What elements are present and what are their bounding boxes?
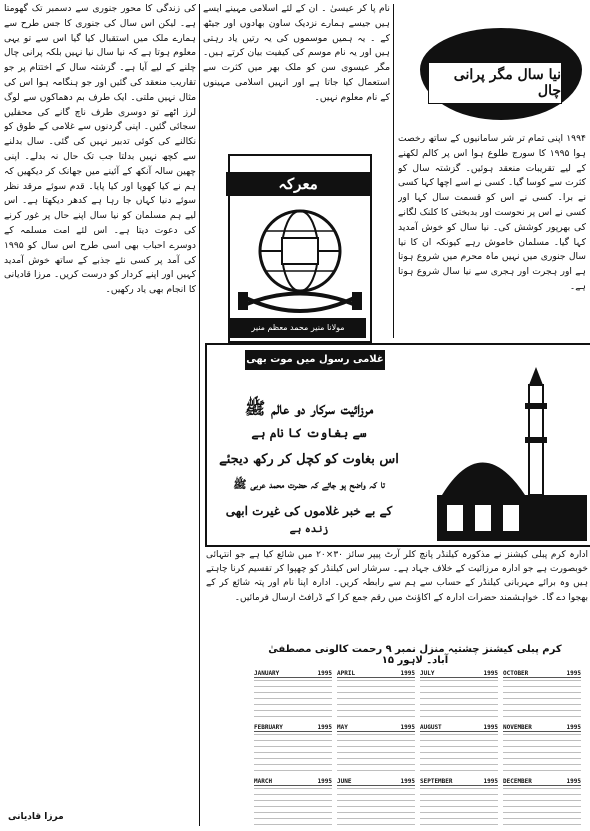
calendar-days (420, 734, 498, 774)
calendar-year: 1995 (566, 778, 581, 785)
calendar-month-name: MARCH (254, 778, 273, 785)
calendar-year: 1995 (566, 670, 581, 677)
calendar-year: 1995 (483, 724, 498, 731)
calendar-month-name: JUNE (337, 778, 352, 785)
calendar-month (337, 778, 415, 828)
calendar-month (254, 778, 332, 828)
calendar-month-name: APRIL (337, 670, 356, 677)
calendar-year: 1995 (317, 670, 332, 677)
signature: مرزا قادیانی (8, 812, 64, 822)
calendar-days (420, 788, 498, 828)
calendar-month-name: AUGUST (420, 724, 442, 731)
advertisement-banner: غلامی رسول میں موت بھی قبول ہے (245, 350, 385, 370)
calendar-month-name: MAY (337, 724, 348, 731)
calendar-month-name: DECEMBER (503, 778, 532, 785)
calendar-month (420, 778, 498, 828)
calendar-year: 1995 (483, 778, 498, 785)
calendar-month-name: NOVEMBER (503, 724, 532, 731)
article-title: نیا سال مگر پرانی چال (428, 62, 562, 104)
calendar-month-name: FEBRUARY (254, 724, 283, 731)
calendar-month (503, 724, 581, 774)
calendar-days (254, 788, 332, 828)
calendar-month (254, 724, 332, 774)
calendar-month-name: OCTOBER (503, 670, 529, 677)
article-paragraph-right: ۱۹۹۴ اپنی تمام تر شر سامانیوں کے ساتھ رخصت ہوا ۱۹۹۵ کا سورج طلوع ہوا اس پر کالم لکھنے کے لیے تقریبات منعقد ہوئیں۔ گزشتہ سال کو کثرت سے کوسا گیا۔ کسی نے اسے اچھا کہا کسی نے برا۔ کسی نے اس کو قسمت سال کہا اور کسی نے اس پر نحوست اور بدبختی کا کلنک لگانے کی بھرپور کوشش کی۔ نیا سال کو خوش آمدید کہا گیا۔ مسلمان خاموش رہے کیونکہ ان کا نیا سال جنوری میں نہیں ماہ محرم میں شروع ہوتا ہے اور ہجرت اور ہجری سے نیا سال شروع ہوتا ہے۔ (398, 133, 586, 292)
calendar-year: 1995 (566, 724, 581, 731)
calendar-days (503, 734, 581, 774)
advertisement-line: اس بغاوت کو کچل کر رکھ دیجئے (219, 452, 399, 467)
article-column-left (4, 2, 196, 828)
advertisement-line: کے بے خبر غلاموں کی غیرت ابھی (225, 504, 393, 518)
calendar-month (337, 670, 415, 720)
calendar-month (337, 724, 415, 774)
advertisement-line: تا کہ واضح ہو جائے کہ حضرت محمد عربی ﷺ (233, 478, 385, 491)
calendar-days (337, 788, 415, 828)
calendar-year: 1995 (400, 778, 415, 785)
logo-banner: معرکہ (226, 172, 370, 196)
calendar-days (503, 788, 581, 828)
calendar-days (254, 680, 332, 720)
calendar-month (254, 670, 332, 720)
advertisement-line: مرزائیت سرکار دو عالم ﷺ (244, 399, 374, 419)
article-column-right (398, 132, 586, 337)
article-paragraph-middle: نام پا کر عیسیٰ ۔ ان کے لئے اسلامی مہینے ایسے ہیں جیسے ہمارے نزدیک ساون بھادوں اور جیٹھ کے ۔ یہ ہمیں موسموں کی یہ رتیں یاد رہتی ہیں اور یہ نام موسم کی کیفیت بیان کرتے ہیں۔ مگر عیسوی سن کو ملک بھر میں کثرت سے استعمال کیا جاتا ہے اور انہیں اسلامی مہینوں کے نام معلوم نہیں۔ (203, 3, 390, 103)
calendar-month-name: JANUARY (254, 670, 280, 677)
calendar-year: 1995 (317, 724, 332, 731)
calendar-days (503, 680, 581, 720)
calendar-info-text: ادارہ کرم پبلی کیشنز نے مذکورہ کیلنڈر پانچ کلر آرٹ پیپر سائز ۳۰×۲۰ میں شائع کیا ہے جو انتہائی خوبصورت ہے جو ادارہ مرزائیت کے خلاف جہاد ہے۔ سرشار اس کیلنڈر کو چھپوا کر تقسیم کرنا چاہتے ہیں وہ برائے مہربانی کیلنڈر کے حساب سے ہم سے رابطہ کریں۔ ادارہ اپنا نام اور پتہ شائع کر کے بھجوا دے گا۔ خواہشمند حضرات ادارہ کے اکاؤنٹ میں رقم جمع کرا کے ڈرافٹ ارسال فرمائیں۔ (206, 550, 588, 603)
logo-footer: مولانا منیر محمد معظم منیر (230, 318, 366, 338)
article-paragraph-left: کی زندگی کا محور جنوری سے دسمبر تک گھومتا ہے۔ لیکن اس سال کی جنوری کا جس طرح سے ہمارے ملک میں استقبال کیا گیا اس سے تو یہی معلوم ہوتا ہے کہ نیا سال نیا نہیں بلکہ پرانی چال چلنے کے لیے آیا ہے۔ گزشتہ سال کے اختتام پر جو تقاریب منعقد کی گئیں اور جو ہنگامہ ہوا اس کی مثال نہیں ملتی۔ ایک طرف بم دھماکوں سے لوگ لرز اٹھے تو دوسری طرف ناچ گانے کی محفلیں سجائی گئیں۔ اپنی گردنوں سے غلامی کے طوق کو نکالنے کی کوئی تدبیر نہیں کی گئی۔ سال بدلنے سے کچھ نہیں بدلتا جب تک حال نہ بدلے۔ اپنی چھین سالہ آنکھ کے آئینے میں جھانک کر دیکھیں کہ ہم نے کیا کھویا اور کیا پایا۔ قدم سوئے مرقد نظر سوئے دنیا کہاں جا رہا ہے کدھر دیکھتا ہے۔ اس لیے ہم مسلمان کو نیا سال اپنے حال پر غور کرنے کی دعوت دیتا ہے۔ اس لئے امت مسلمہ کے دوسرے احباب بھی اسی طرح اس سال کو ۱۹۹۵ کی آمد پر کسی نئے جذبے کے ساتھ خوش آمدید کہیں اور اپنے کردار کو درست کریں۔ مرزا قادیانی کا انجام بھی یاد رکھیں۔ (4, 3, 196, 296)
column-divider (393, 4, 394, 338)
article-column-middle (203, 2, 390, 150)
calendar-days (337, 734, 415, 774)
calendar-days (337, 680, 415, 720)
calendar-month (503, 670, 581, 720)
calendar-year: 1995 (400, 670, 415, 677)
calendar-days (420, 680, 498, 720)
calendar-month (503, 778, 581, 828)
column-divider (199, 4, 200, 826)
calendar-month (420, 724, 498, 774)
calendar-grid (254, 670, 584, 828)
calendar-year: 1995 (400, 724, 415, 731)
calendar-month-name: JULY (420, 670, 435, 677)
calendar-year: 1995 (483, 670, 498, 677)
calendar-month-name: SEPTEMBER (420, 778, 453, 785)
calendar-days (254, 734, 332, 774)
calendar-year: 1995 (317, 778, 332, 785)
publisher-address: کرم پبلی کیشنز چشتیہ منزل نمبر ۹ رحمت کالونی مصطفیٰ آباد۔ لاہور ۱۵ (268, 644, 562, 666)
advertisement-line: زندہ ہے (289, 524, 329, 535)
advertisement-line: سے بغاوت کا نام ہے (251, 426, 367, 440)
calendar-month (420, 670, 498, 720)
